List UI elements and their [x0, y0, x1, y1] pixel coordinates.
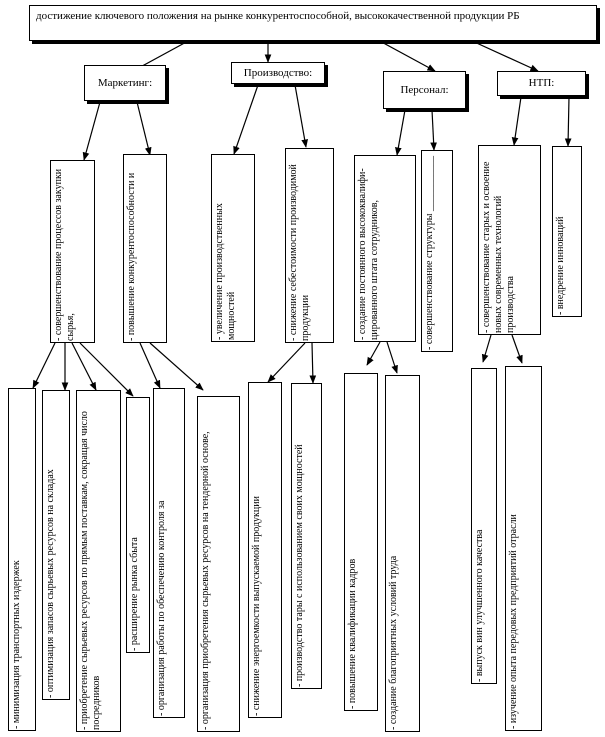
- measure-text: - организация приобретения сырьевых ресурсов на тендерной основе,: [200, 431, 211, 730]
- measure-box: [291, 383, 322, 689]
- measure-box: [344, 373, 378, 711]
- measure-box: [505, 366, 542, 731]
- measure-text: - снижение энергоемкости выпускаемой продукции: [251, 496, 262, 716]
- measure-text: - производство тары с использованием своих мощностей: [294, 444, 305, 687]
- marketing-goal-text: - повышение конкурентоспособности и: [126, 172, 137, 341]
- category-ntp-box: [497, 71, 586, 96]
- measure-text: - приобретение сырьевых ресурсов по прямым поставкам, сокращая число посредников: [79, 411, 102, 730]
- measure-text: - минимизация транспортных издержек: [11, 560, 22, 729]
- ntp-goal-text: - внедрение инноваций: [555, 216, 566, 315]
- measure-box: [8, 388, 36, 731]
- marketing-goal-text: - совершенствование процессов закупки сырья,: [53, 168, 76, 341]
- production-goal-text: - увеличение производственных мощностей: [214, 203, 237, 340]
- production-goal-box: [285, 148, 334, 343]
- personnel-goal-text: - создание постоянного высококвалифи-цированного штата сотрудников,: [357, 168, 380, 340]
- category-production-box: [231, 62, 325, 84]
- marketing-goal-box: [50, 160, 95, 343]
- measure-box: [197, 396, 240, 732]
- category-personnel-box: [383, 71, 466, 109]
- ntp-goal-text: - совершенствование старых и освоение новых современных технологий производства: [481, 161, 516, 333]
- personnel-goal-box: [421, 150, 453, 352]
- measure-text: - повышение квалификации кадров: [347, 558, 358, 709]
- root-goal-box: [29, 5, 597, 41]
- category-marketing-box: [84, 65, 166, 101]
- measure-box: [76, 390, 121, 732]
- measure-box: [126, 397, 150, 653]
- measure-box: [471, 368, 497, 684]
- production-goal-box: [211, 154, 255, 342]
- ntp-goal-box: [552, 146, 582, 317]
- root-goal-text: достижение ключевого положения на рынке конкурентоспособной, высококачественной продукции РБ: [36, 10, 520, 22]
- measure-text: - изучение опыта передовых предприятий отрасли: [508, 514, 519, 729]
- measure-text: - оптимизация запасов сырьевых ресурсов на складах: [45, 469, 56, 698]
- production-goal-text: - снижение себестоимости производимой продукции: [288, 164, 311, 341]
- category-personnel-label: Персонал:: [400, 83, 449, 96]
- measure-text: - выпуск вин улучшенного качества: [474, 529, 485, 682]
- measure-box: [248, 382, 282, 718]
- category-ntp-label: НТП:: [528, 77, 555, 90]
- category-marketing-label: Маркетинг:: [97, 76, 153, 89]
- marketing-goal-box: [123, 154, 167, 343]
- personnel-goal-box: [354, 155, 416, 342]
- measure-box: [153, 388, 185, 718]
- measure-text: - организация работы по обеспечению контроля за: [156, 500, 167, 716]
- personnel-goal-text: - совершенствование структуры ___________: [424, 156, 435, 350]
- category-production-label: Производство:: [243, 66, 313, 79]
- measure-box: [385, 375, 420, 732]
- ntp-goal-box: [478, 145, 541, 335]
- measure-text: - расширение рынка сбыта: [129, 537, 140, 651]
- measure-text: - создание благоприятных условий труда: [388, 555, 399, 730]
- measure-box: [42, 390, 70, 700]
